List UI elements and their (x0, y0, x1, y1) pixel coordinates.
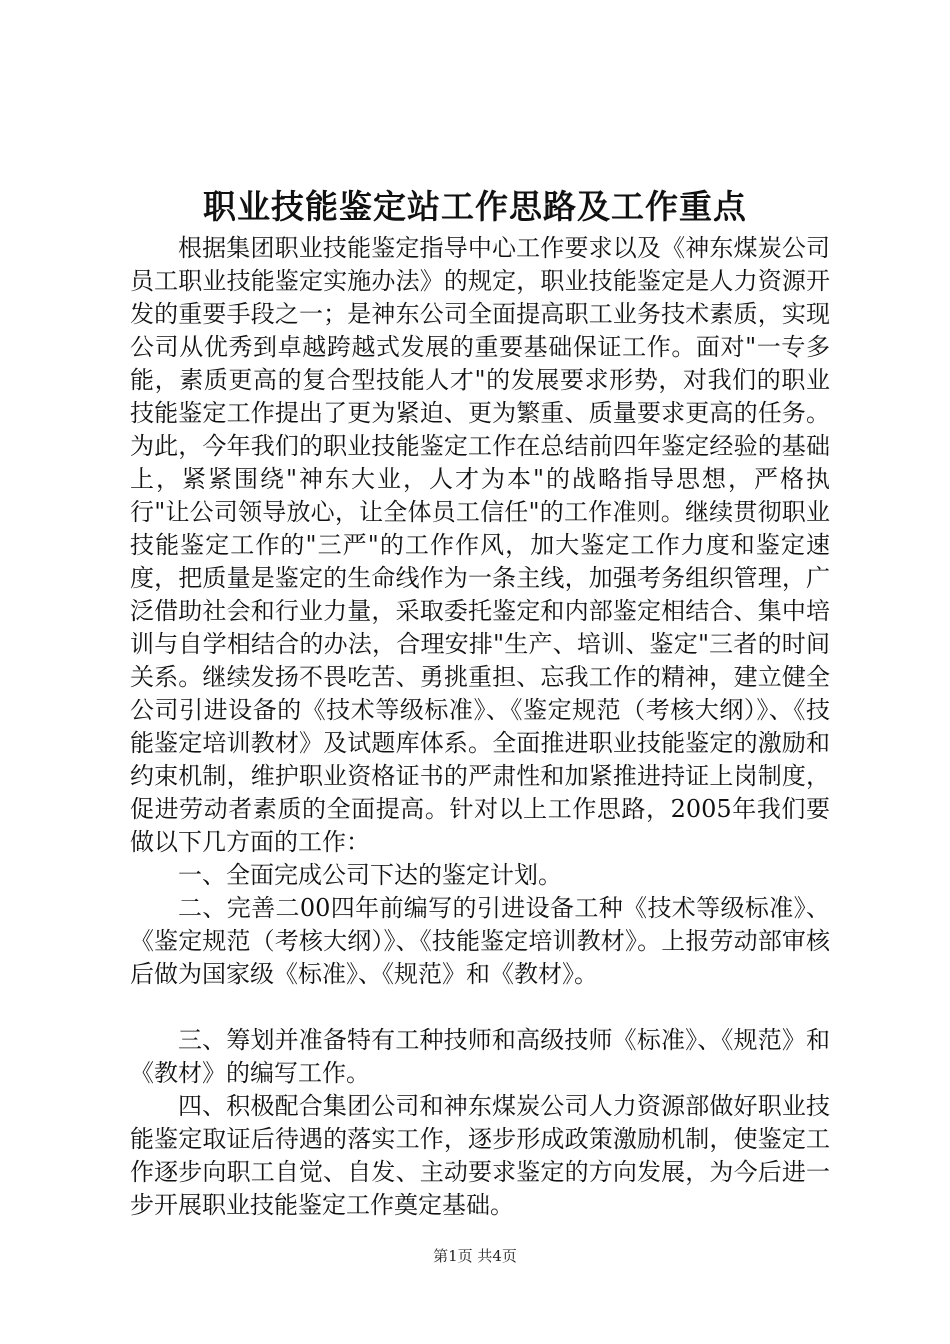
paragraph-item-4: 四、积极配合集团公司和神东煤炭公司人力资源部做好职业技能鉴定取证后待遇的落实工作，逐步形成政策激励机制，使鉴定工作逐步向职工自觉、自发、主动要求鉴定的方向发展，为今后进一步开展职业技能鉴定工作奠定基础。 (130, 1092, 830, 1219)
document-title: 职业技能鉴定站工作思路及工作重点 (203, 187, 747, 226)
paragraph-item-2: 二、完善二00四年前编写的引进设备工种《技术等级标准》、《鉴定规范（考核大纲）》、《技能鉴定培训教材》。上报劳动部审核后做为国家级《标准》、《规范》和《教材》。 (130, 894, 830, 988)
paragraph-intro: 根据集团职业技能鉴定指导中心工作要求以及《神东煤炭公司员工职业技能鉴定实施办法》的规定，职业技能鉴定是人力资源开发的重要手段之一；是神东公司全面提高职工业务技术素质，实现公司从优秀到卓越跨越式发展的重要基础保证工作。面对"一专多能，素质更高的复合型技能人才"的发展要求形势，对我们的职业技能鉴定工作提出了更为紧迫、更为繁重、质量要求更高的任务。为此，今年我们的职业技能鉴定工作在总结前四年鉴定经验的基础上，紧紧围绕"神东大业，人才为本"的战略指导思想，严格执行"让公司领导放心，让全体员工信任"的工作准则。继续贯彻职业技能鉴定工作的"三严"的工作作风，加大鉴定工作力度和鉴定速度，把质量是鉴定的生命线作为一条主线，加强考务组织管理，广泛借助社会和行业力量，采取委托鉴定和内部鉴定相结合、集中培训与自学相结合的办法，合理安排"生产、培训、鉴定"三者的时间关系。继续发扬不畏吃苦、勇挑重担、忘我工作的精神，建立健全公司引进设备的《技术等级标准》、《鉴定规范（考核大纲）》、《技能鉴定培训教材》及试题库体系。全面推进职业技能鉴定的激励和约束机制，维护职业资格证书的严肃性和加紧推进持证上岗制度，促进劳动者素质的全面提高。针对以上工作思路，2005年我们要做以下几方面的工作： (130, 234, 830, 856)
document-body (130, 232, 830, 1222)
page-footer: 第1页 共4页 (433, 1247, 517, 1265)
paragraph-item-1: 一、全面完成公司下达的鉴定计划。 (178, 861, 562, 889)
paragraph-spacer (130, 991, 830, 1024)
paragraph-item-3: 三、筹划并准备特有工种技师和高级技师《标准》、《规范》和《教材》的编写工作。 (130, 1026, 830, 1087)
